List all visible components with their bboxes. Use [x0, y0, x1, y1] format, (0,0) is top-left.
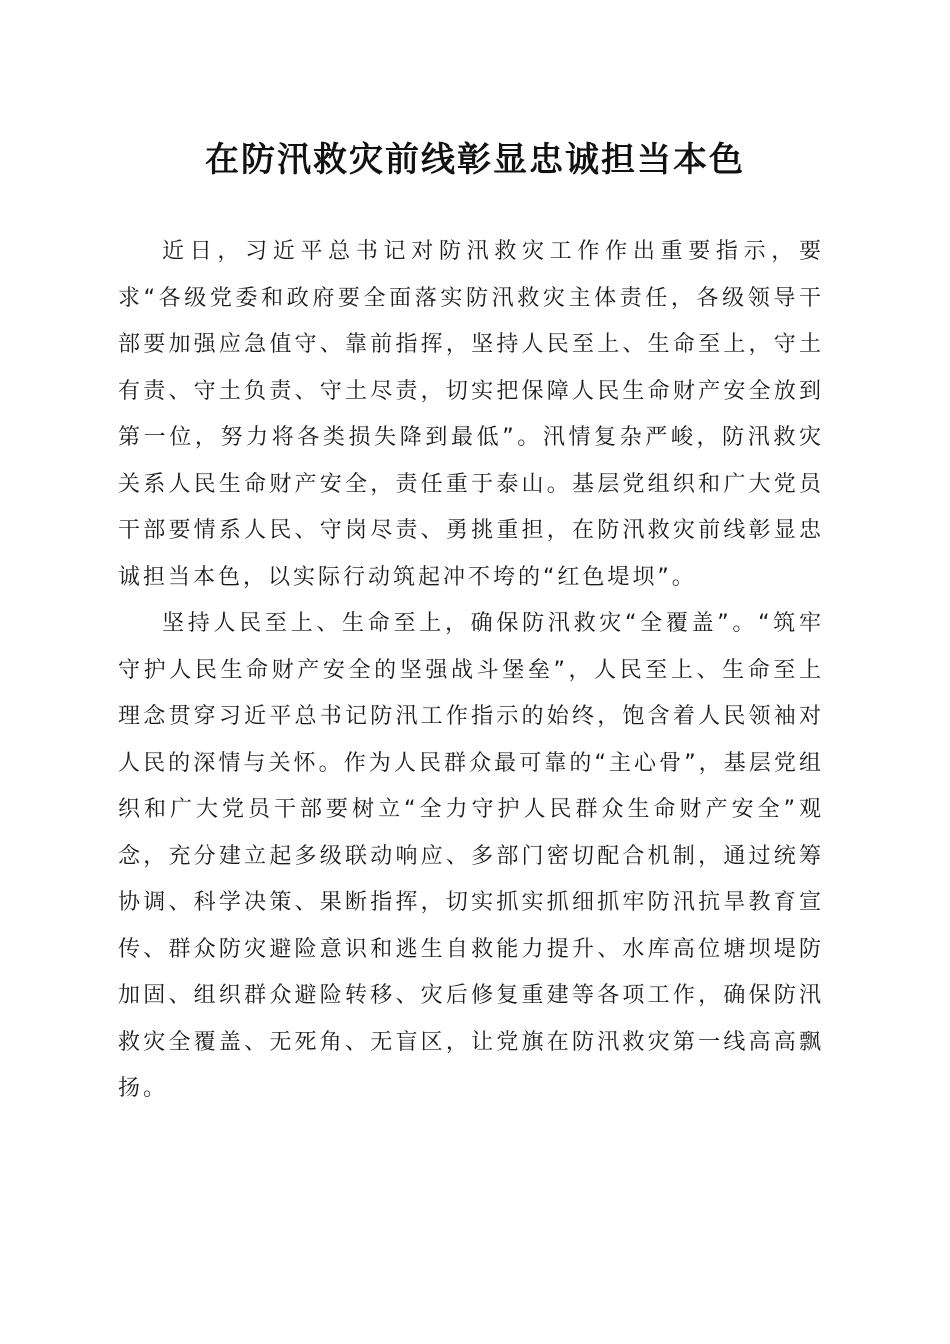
paragraph-1: 近日，习近平总书记对防汛救灾工作作出重要指示，要求“各级党委和政府要全面落实防汛救灾主体责任，各级领导干部要加强应急值守、靠前指挥，坚持人民至上、生命至上，守土有责、守土负责、守土尽责，切实把保障人民生命财产安全放到第一位，努力将各类损失降到最低”。汛情复杂严峻，防汛救灾关系人民生命财产安全，责任重于泰山。基层党组织和广大党员干部要情系人民、守岗尽责、勇挑重担，在防汛救灾前线彰显忠诚担当本色，以实际行动筑起冲不垮的“红色堤坝”。 — [118, 239, 824, 590]
paragraph-2: 坚持人民至上、生命至上，确保防汛救灾“全覆盖”。“筑牢守护人民生命财产安全的坚强战斗堡垒”，人民至上、生命至上理念贯穿习近平总书记防汛工作指示的始终，饱含着人民领袖对人民的深情与关怀。作为人民群众最可靠的“主心骨”，基层党组织和广大党员干部要树立“全力守护人民群众生命财产安全”观念，充分建立起多级联动响应、多部门密切配合机制，通过统筹协调、科学决策、果断指挥，切实抓实抓细抓牢防汛抗旱教育宣传、群众防灾避险意识和逃生自救能力提升、水库高位塘坝堤防加固、组织群众避险转移、灾后修复重建等各项工作，确保防汛救灾全覆盖、无死角、无盲区，让党旗在防汛救灾第一线高高飘扬。 — [118, 611, 824, 1101]
document-body — [118, 229, 824, 1113]
document-title: 在防汛救灾前线彰显忠诚担当本色 — [205, 140, 745, 180]
